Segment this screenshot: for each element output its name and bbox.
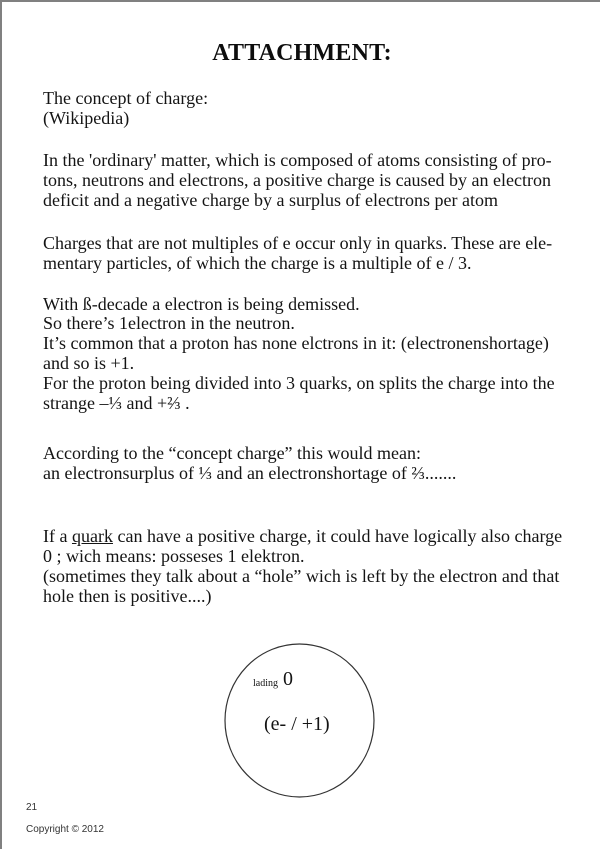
copyright-notice: Copyright © 2012 xyxy=(26,824,104,835)
paragraph-line: hole then is positive....) xyxy=(43,586,212,606)
paragraph-line: (sometimes they talk about a “hole” wich is left by the electron and that xyxy=(43,566,560,586)
paragraph-line: With ß-decade a electron is being demissed. xyxy=(43,294,360,314)
page-title: ATTACHMENT: xyxy=(212,40,392,66)
paragraph-line: Charges that are not multiples of e occur only in quarks. These are ele- xyxy=(43,233,553,253)
page-number: 21 xyxy=(26,802,38,813)
paragraph-line: deficit and a negative charge by a surplus of electrons per atom xyxy=(43,190,498,210)
paragraph-line: It’s common that a proton has none elctrons in it: (electronenshortage) xyxy=(43,333,549,353)
paragraph-line: 0 ; wich means: posseses 1 elektron. xyxy=(43,546,305,566)
diagram-label-lading: lading xyxy=(253,678,278,689)
paragraph-line: tons, neutrons and electrons, a positive charge is caused by an electron xyxy=(43,170,552,190)
paragraph-line xyxy=(43,526,562,546)
heading-line: The concept of charge: xyxy=(43,88,209,108)
paragraph-line: For the proton being divided into 3 quarks, on splits the charge into the xyxy=(43,373,555,393)
underlined-term-quark: quark xyxy=(71,526,113,546)
diagram-formula: (e- / +1) xyxy=(264,713,330,735)
paragraph-line: mentary particles, of which the charge is a multiple of e / 3. xyxy=(43,253,472,273)
paragraph-line: strange –⅓ and +⅔ . xyxy=(43,393,190,413)
paragraph-line: an electronsurplus of ⅓ and an electronshortage of ⅔....... xyxy=(43,463,457,483)
text-fragment: If a xyxy=(43,526,72,546)
paragraph-line: So there’s 1electron in the neutron. xyxy=(43,313,295,333)
heading-source: (Wikipedia) xyxy=(43,108,130,128)
paragraph-line: According to the “concept charge” this would mean: xyxy=(43,443,422,463)
text-fragment: can have a positive charge, it could have logically also charge xyxy=(112,526,563,546)
paragraph-line: and so is +1. xyxy=(43,353,135,373)
paragraph-line: In the 'ordinary' matter, which is composed of atoms consisting of pro- xyxy=(43,150,552,170)
diagram-charge-value: 0 xyxy=(283,668,293,690)
